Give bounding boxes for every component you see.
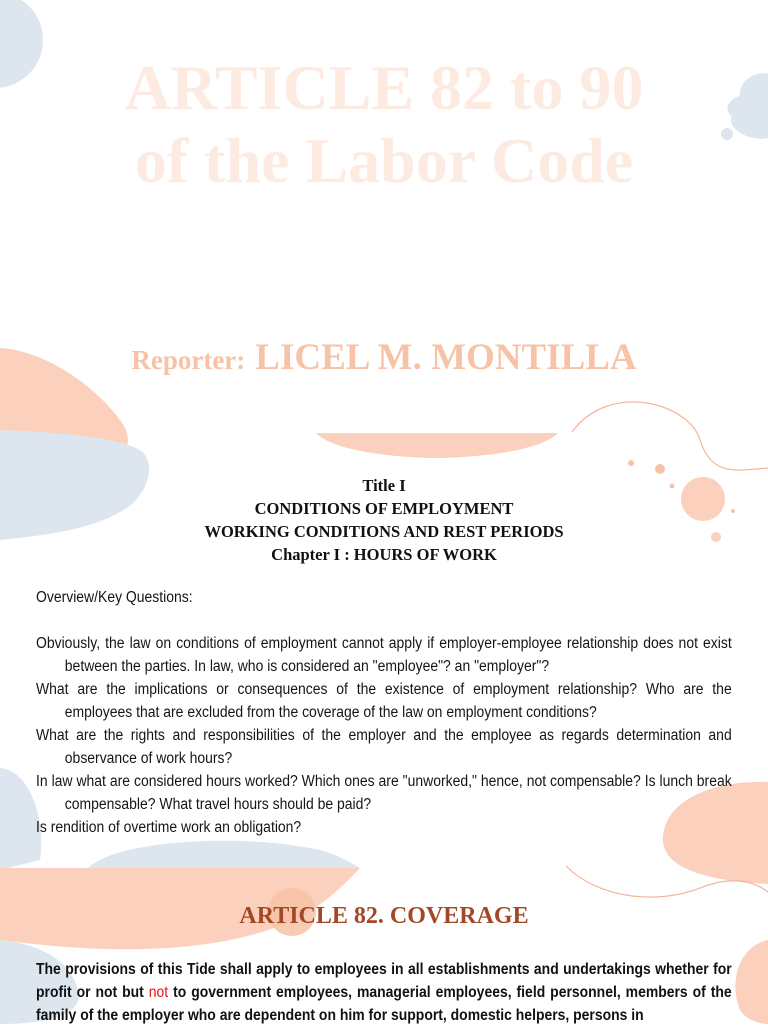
- reporter-name: LICEL M. MONTILLA: [255, 337, 637, 378]
- section-heading: [0, 474, 768, 566]
- cover-title-line1: ARTICLE 82 to 90: [124, 52, 644, 123]
- question-item: Is rendition of overtime work an obligation?: [36, 819, 302, 836]
- article-82-title: ARTICLE 82. COVERAGE: [239, 903, 529, 929]
- cover-title: [0, 52, 768, 198]
- provision-text-after: to government employees, managerial employees, field personnel, members of the family of the employer who are dependent on him for support, domestic helpers, persons in: [36, 984, 732, 1024]
- heading-line1: CONDITIONS OF EMPLOYMENT: [254, 499, 514, 518]
- reporter-line: [0, 336, 768, 379]
- peach-dot-2: [655, 464, 665, 474]
- question-item: Obviously, the law on conditions of employment cannot apply if employer-employee relationship does not exist between the parties. In law, who is considered an "employee"? an "employer"?: [36, 635, 732, 675]
- cover-title-line2: of the Labor Code: [134, 124, 634, 196]
- question-item: In law what are considered hours worked? Which ones are "unworked," hence, not compensable? Is lunch break compensable? What travel hours should be paid?: [36, 773, 732, 813]
- reporter-label: Reporter:: [131, 345, 246, 375]
- peach-dot-1: [628, 460, 634, 466]
- peach-blob-bottom-right: [735, 940, 768, 1024]
- question-item: What are the rights and responsibilities of the employer and the employee as regards determination and observance of work hours?: [36, 727, 732, 767]
- question-item: What are the implications or consequences of the existence of employment relationship? Who are the employees that are excluded from the coverage of the law on employment conditions?: [36, 681, 732, 721]
- chapter-heading: Chapter I : HOURS OF WORK: [271, 545, 497, 564]
- article-82-text: [36, 958, 732, 1027]
- provision-text-before: The provisions of this Tide shall apply to employees in all establishments and undertakings whether for profit or not but: [36, 961, 732, 1001]
- peach-half-disc: [316, 433, 558, 458]
- heading-line2: WORKING CONDITIONS AND REST PERIODS: [204, 522, 564, 541]
- overview-label: Overview/Key Questions:: [36, 589, 193, 606]
- blue-wave-bottom: [88, 841, 360, 868]
- key-questions-list: [36, 632, 732, 839]
- title-number: Title I: [362, 476, 406, 495]
- provision-highlight-not: not: [148, 984, 169, 1001]
- curve-line-right: [572, 402, 768, 470]
